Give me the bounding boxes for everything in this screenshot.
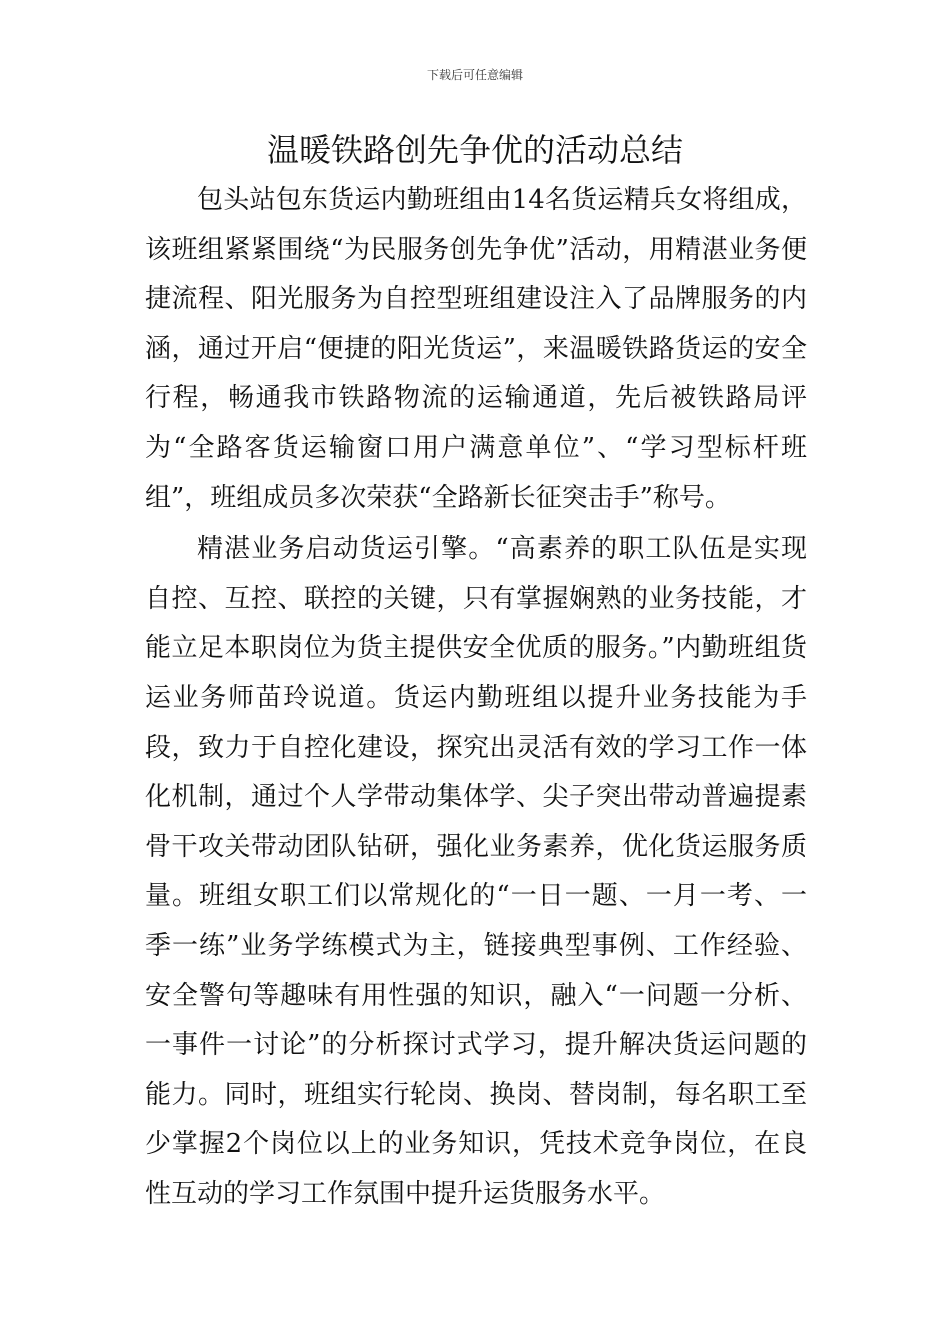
document-body xyxy=(145,176,807,1219)
body-paragraph-1: 包头站包东货运内勤班组由14名货运精兵女将组成，该班组紧紧围绕“为民服务创先争优”活动，用精湛业务便捷流程、阳光服务为自控型班组建设注入了品牌服务的内涵，通过开启“便捷的阳光货运”，来温暖铁路货运的安全行程，畅通我市铁路物流的运输通道，先后被铁路局评为“全路客货运输窗口用户满意单位”、“学习型标杆班组”，班组成员多次荣获“全路新长征突击手”称号。 xyxy=(145,185,807,513)
body-paragraph-2: 精湛业务启动货运引擎。“高素养的职工队伍是实现自控、互控、联控的关键，只有掌握娴熟的业务技能，才能立足本职岗位为货主提供安全优质的服务。”内勤班组货运业务师苗玲说道。货运内勤班组以提升业务技能为手段，致力于自控化建设，探究出灵活有效的学习工作一体化机制，通过个人学带动集体学、尖子突出带动普遍提素骨干攻关带动团队钻研，强化业务素养，优化货运服务质量。班组女职工们以常规化的“一日一题、一月一考、一季一练”业务学练模式为主，链接典型事例、工作经验、安全警句等趣味有用性强的知识，融入“一问题一分析、一事件一讨论”的分析探讨式学习，提升解决货运问题的能力。同时，班组实行轮岗、换岗、替岗制，每名职工至少掌握2个岗位以上的业务知识，凭技术竞争岗位，在良性互动的学习工作氛围中提升运货服务水平。 xyxy=(145,534,807,1209)
header-note: 下载后可任意编辑 xyxy=(426,68,523,82)
document-title: 温暖铁路创先争优的活动总结 xyxy=(266,131,683,169)
